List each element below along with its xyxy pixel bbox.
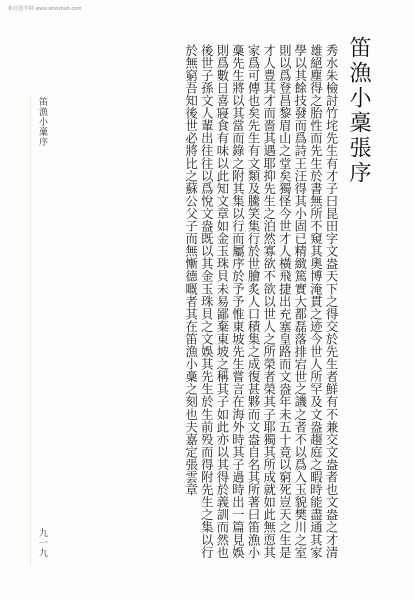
margin-divider (30, 96, 31, 566)
body-text: 秀水朱檢討竹垞先生有才子曰昆田字文盎天下之得交於先生者鮮有不兼交文盎者也文盎之才清雄絕塵得之胎性而先生於書無所不窺其奧博淹貫之迹今世人所罕及文盎趨庭之暇時能盡通其家學以其餘技發而爲詩王汪得其小固已精緻篤實大都磊落排宕世之譏之者不以爲入玉貌樊川之室則以爲登昌黎眉山之堂矣獨怪今世才人橫飛捷出充塞皇路而文盎年未五十竟以窮死豈天之生是才人豊其才而嗇其遇耶抑先生之泊然寡欲不欲以世人之所榮者榮其子耶獨其所成就如此無恧其家爲可傳也矣先生有文類及騰笑集行於世膾炙人口積集之成復甚夥而文盎自名其所著曰笛漁小稾先生將以其當而錄之附其集以行而屬序於予予惟東坡先生嘗言在海外時其子過時出一篇見娛則爲數日喜寢食有味以此知文章如金玉珠貝未易鄙棄東坡之稱其子如此亦以其得於義訓而然也後世子孫文人輩出往往以爲悅文盎既以其金玉珠貝之文娛其先生於生前殁而得附先生之集以行於無窮吾知後世必將比之蘇公父子而無慚德嘅者其在笛漁小稾之刻也夫嘉定張雲章 (183, 44, 338, 559)
page-title: 笛漁小稾張序 (346, 36, 371, 186)
side-running-title: 笛漁小稾序 (37, 97, 47, 147)
page-number: 九一九 (37, 528, 47, 558)
watermark-text: 和訂国学网 www.sinoshuh.com (8, 6, 82, 12)
